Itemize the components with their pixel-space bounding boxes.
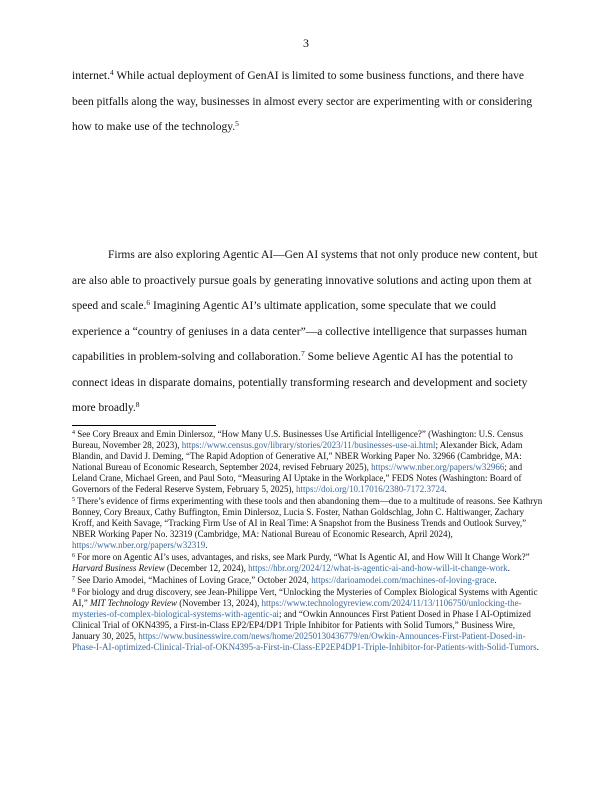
footnote-text: ; Alexander Bick, Adam Blandin, and David J. Deming, “The Rapid Adoption of Generative AI,” NBER Working Paper No. 32966 (Cambridge, MA: National Bureau of Economic Research, September 2024, revised February 2025), (72, 440, 523, 472)
footnote-separator (72, 425, 216, 426)
footnote-text: (November 13, 2024), (177, 598, 262, 608)
footnote-text: . (444, 484, 447, 494)
footnote-text: ; and “Owkin Announces First Patient Dosed in Phase I AI-Optimized Clinical Trial of OKN4395, a First-in-Class EP2/EP4/DP1 Triple Inhibitor for Patients with Solid Tumors,” Business Wire, January 30, 2025, (72, 609, 531, 641)
footnote-number: 8 (72, 588, 75, 594)
footnote-link[interactable]: https://www.nber.org/papers/w32966 (371, 462, 505, 472)
footnote-number: 4 (72, 430, 75, 436)
footnote-text: For biology and drug discovery, see Jean-Philippe Vert, “Unlocking the Mysteries of Complex Biological Systems with Agentic AI,” (72, 587, 538, 608)
footnote-text: See Dario Amodei, “Machines of Loving Grace,” October 2024, (75, 575, 312, 585)
p1-text-a: internet. (72, 70, 110, 82)
footnote-link[interactable]: https://www.technologyreview.com/2024/11/13/1106750/unlocking-the-mysteries-of-complex-biological-systems-with-agentic-ai (72, 598, 522, 619)
footnote-6 (72, 552, 544, 574)
footnote-link[interactable]: https://doi.org/10.17016/2380-7172.3724 (295, 484, 445, 494)
footnote-number: 6 (72, 553, 75, 559)
footnote-7 (72, 575, 544, 586)
footnote-4 (72, 429, 544, 495)
footnote-text: . (536, 642, 539, 652)
p2-text-a: Firms are also exploring Agentic AI—Gen AI systems that not only produce new content, but are also able to proactively pursue goals by generating innovative solutions and acting upon them at speed and scale. (72, 249, 538, 312)
footnote-ref-6[interactable]: 6 (146, 298, 151, 307)
footnote-text: ; and Leland Crane, Michael Green, and Paul Soto, “Measuring AI Uptake in the Workplace,” FEDS Notes (Washington: Board of Governors of the Federal Reserve System, February 5, 2025), (72, 462, 523, 494)
footnote-text: For more on Agentic AI’s uses, advantages, and risks, see Mark Purdy, “What Is Agentic AI, and How Will It Change Work?” (75, 552, 530, 562)
footnote-ref-8[interactable]: 8 (135, 400, 140, 409)
footnote-text: (December 12, 2024), (164, 563, 249, 573)
paragraph-2 (72, 243, 542, 422)
paragraph-1 (72, 64, 542, 141)
publication-title: Harvard Business Review (72, 563, 165, 573)
p1-text-b: While actual deployment of GenAI is limited to some business functions, and there have been pitfalls along the way, businesses in almost every sector are experimenting with or considering how to make use of the technology. (72, 70, 533, 133)
footnote-number: 5 (72, 497, 75, 503)
footnote-text: See Cory Breaux and Emin Dinlersoz, “How Many U.S. Businesses Use Artificial Intelligence?” (Washington: U.S. Census Bureau, November 28, 2023), (72, 429, 523, 450)
footnote-text: . (507, 563, 510, 573)
footnote-ref-4[interactable]: 4 (110, 68, 114, 77)
footnote-link[interactable]: https://hbr.org/2024/12/what-is-agentic-ai-and-how-will-it-change-work (248, 563, 508, 573)
footnote-ref-7[interactable]: 7 (300, 349, 305, 358)
footnote-ref-5[interactable]: 5 (235, 119, 239, 128)
footnotes (72, 429, 544, 654)
footnote-link[interactable]: https://www.businesswire.com/news/home/20250130436779/en/Owkin-Announces-First-Patient-Dosed-in-Phase-I-AI-optimized-Clinical-Trial-of-OKN4395-a-First-in-Class-EP2EP4DP1-Triple-Inhibitor-for-Patients-with-Solid-Tumors (72, 631, 537, 652)
footnote-link[interactable]: https://darioamodei.com/machines-of-loving-grace (311, 575, 495, 585)
page-number: 3 (303, 36, 309, 50)
footnote-link[interactable]: https://www.census.gov/library/stories/2023/11/businesses-use-ai.html (181, 440, 436, 450)
footnote-text: . (494, 575, 497, 585)
p2-text-b: Imagining Agentic AI’s ultimate application, some speculate that we could experience a “country of geniuses in a data center”—a collective intelligence that surpasses human capabilities in problem-solving and collaboration. (72, 300, 528, 363)
p2-text-c: Some believe Agentic AI has the potential to connect ideas in disparate domains, potentially transforming research and development and society more broadly. (72, 351, 528, 414)
publication-title: MIT Technology Review (90, 598, 177, 608)
footnote-text: . (205, 540, 208, 550)
footnote-text: There’s evidence of firms experimenting with these tools and then abandoning them—due to a multitude of reasons. See Kathryn Bonney, Cory Breaux, Cathy Buffington, Emin Dinlersoz, Lucia S. Foster, Nathan Goldschlag, John C. Haltiwanger, Zachary Kroff, and Keith Savage, “Tracking Firm Use of AI in Real Time: A Snapshot from the Business Trends and Outlook Survey,” NBER Working Paper No. 32319 (Cambridge, MA: National Bureau of Economic Research, April 2024), (72, 496, 543, 539)
footnote-link[interactable]: https://www.nber.org/papers/w32319 (72, 540, 206, 550)
footnote-8 (72, 587, 544, 653)
footnote-5 (72, 496, 544, 551)
footnote-number: 7 (72, 576, 75, 582)
